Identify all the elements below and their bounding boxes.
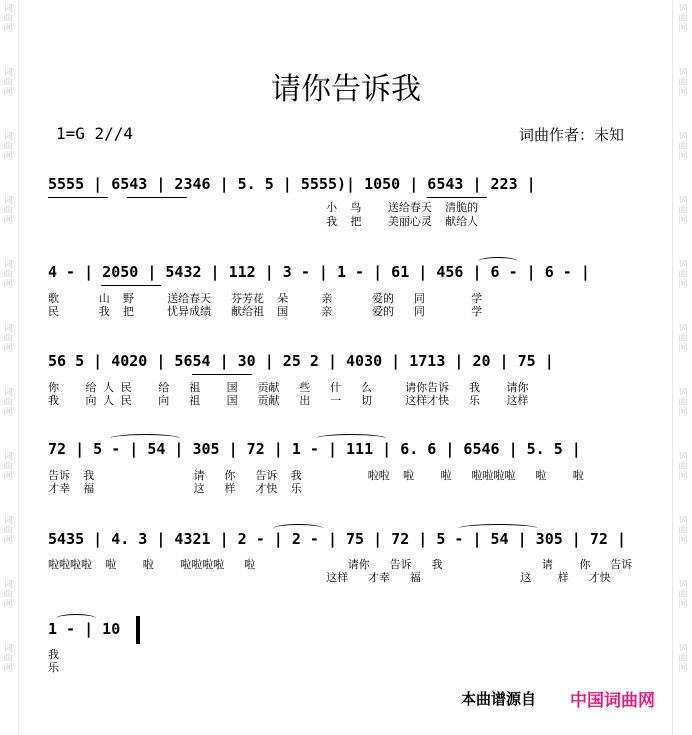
watermark-glyph: 词 [3,260,13,270]
beam [48,197,108,198]
watermark-glyph: 曲 [3,78,13,88]
left-watermark [1,4,15,708]
watermark-glyph: 词 [3,132,13,142]
watermark-glyph: 网 [678,88,688,98]
notes-line: 4 - | 2050 | 5432 | 112 | 3 - | 1 - | 61 | 456 | 6 - | 6 - | [48,263,590,281]
lyrics-verse-2: 乐 [48,661,59,674]
watermark-glyph: 网 [3,600,13,610]
tie-slur [316,434,386,443]
notes-line: 72 | 5 - | 54 | 305 | 72 | 1 - | 111 | 6. 6 | 6546 | 5. 5 | [48,440,581,458]
watermark-glyph: 词 [3,452,13,462]
tie-slur [458,524,538,533]
watermark-glyph: 词 [678,68,688,78]
watermark-glyph: 曲 [678,334,688,344]
lyrics-verse-1: 我 [48,648,59,661]
lyrics-verse-1: 歌 山 野 送给春天 芬芳花 朵 亲 爱的 同 学 [48,292,483,305]
beam [101,285,161,286]
watermark-glyph: 曲 [3,526,13,536]
tie-slur [478,257,518,266]
watermark-glyph: 曲 [3,14,13,24]
watermark-glyph: 曲 [678,654,688,664]
watermark-glyph: 词 [3,580,13,590]
watermark-glyph: 词 [3,4,13,14]
beam [192,374,252,375]
watermark-glyph: 词 [678,580,688,590]
watermark-glyph: 曲 [3,654,13,664]
watermark-glyph: 曲 [678,590,688,600]
right-edge-line [672,0,673,735]
key-signature: 1=G 2//4 [56,124,134,143]
watermark-glyph: 网 [678,472,688,482]
left-edge-line [18,0,19,735]
watermark-glyph: 曲 [3,462,13,472]
watermark-glyph: 网 [678,24,688,34]
watermark-glyph: 词 [3,644,13,654]
watermark-glyph: 词 [678,452,688,462]
watermark-glyph: 曲 [678,526,688,536]
watermark-glyph: 词 [678,196,688,206]
watermark-glyph: 网 [678,216,688,226]
tie-slur [273,524,323,533]
lyrics-verse-1: 啦啦啦啦 啦 啦 啦啦啦啦 啦 请你 告诉 我 请 你 告诉 [48,558,633,571]
watermark-glyph: 曲 [3,590,13,600]
watermark-glyph: 网 [678,408,688,418]
watermark-glyph: 词 [3,516,13,526]
watermark-glyph: 网 [3,88,13,98]
watermark-glyph: 网 [678,152,688,162]
watermark-glyph: 网 [678,536,688,546]
song-title: 请你告诉我 [271,72,421,107]
watermark-glyph: 词 [678,516,688,526]
watermark-glyph: 词 [678,388,688,398]
watermark-glyph: 曲 [3,270,13,280]
source-label: 本曲谱源自 [461,690,537,708]
watermark-glyph: 曲 [678,270,688,280]
watermark-glyph: 曲 [678,206,688,216]
watermark-glyph: 网 [3,408,13,418]
watermark-glyph: 词 [678,324,688,334]
lyrics-verse-1: 告诉 我 请 你 告诉 我 啦啦 啦 啦 啦啦啦啦 啦 啦 [48,469,584,482]
watermark-glyph: 网 [3,664,13,674]
notes-line: 1 - | 10 [48,620,121,638]
beam [127,197,187,198]
composer-credit: 词曲作者：未知 [519,126,625,144]
notes-line: 5555 | 6543 | 2346 | 5. 5 | 5555)| 1050 | 6543 | 223 | [48,175,536,193]
final-barline [136,616,140,644]
lyrics-verse-2: 这样 才幸 福 这 样 才快 [48,571,611,584]
tie-slur [56,614,96,623]
watermark-glyph: 网 [678,280,688,290]
watermark-glyph: 网 [3,280,13,290]
lyrics-verse-2: 才幸 福 这 样 才快 乐 [48,482,302,495]
notes-line: 5435 | 4. 3 | 4321 | 2 - | 2 - | 75 | 72 | 5 - | 54 | 305 | 72 | [48,530,626,548]
watermark-glyph: 词 [678,132,688,142]
watermark-glyph: 网 [3,24,13,34]
notes-line: 56 5 | 4020 | 5654 | 30 | 25 2 | 4030 | 1713 | 20 | 75 | [48,352,554,370]
watermark-glyph: 网 [678,344,688,354]
beam [427,197,487,198]
source-site-link[interactable]: 中国词曲网 [570,691,655,711]
watermark-glyph: 曲 [678,14,688,24]
watermark-glyph: 词 [3,388,13,398]
watermark-glyph: 曲 [3,142,13,152]
lyrics-verse-1: 你 给 人 民 给 祖 国 贡献 些 什 么 请你告诉 我 请你 [48,381,529,394]
lyrics-verse-2: 民 我 把 忧异成绩 献给祖 国 亲 爱的 同 学 [48,305,483,318]
watermark-glyph: 网 [678,600,688,610]
watermark-glyph: 词 [3,68,13,78]
right-watermark [676,4,690,708]
tie-slur [110,434,180,443]
watermark-glyph: 网 [3,216,13,226]
watermark-glyph: 曲 [3,398,13,408]
watermark-glyph: 网 [678,664,688,674]
watermark-glyph: 网 [3,472,13,482]
watermark-glyph: 曲 [678,462,688,472]
watermark-glyph: 曲 [3,206,13,216]
watermark-glyph: 网 [3,536,13,546]
lyrics-verse-1: 小 鸟 送给春天 清脆的 [48,201,479,214]
watermark-glyph: 词 [3,324,13,334]
watermark-glyph: 网 [3,152,13,162]
watermark-glyph: 词 [678,260,688,270]
watermark-glyph: 词 [678,644,688,654]
watermark-glyph: 网 [3,344,13,354]
watermark-glyph: 曲 [678,78,688,88]
watermark-glyph: 曲 [3,334,13,344]
watermark-glyph: 曲 [678,142,688,152]
lyrics-verse-2: 我 向 人 民 向 祖 国 贡献 出 一 切 这样才快 乐 这样 [48,394,529,407]
watermark-glyph: 曲 [678,398,688,408]
watermark-glyph: 词 [678,4,688,14]
lyrics-verse-2: 我 把 美丽心灵 献给人 [48,215,479,228]
watermark-glyph: 词 [3,196,13,206]
